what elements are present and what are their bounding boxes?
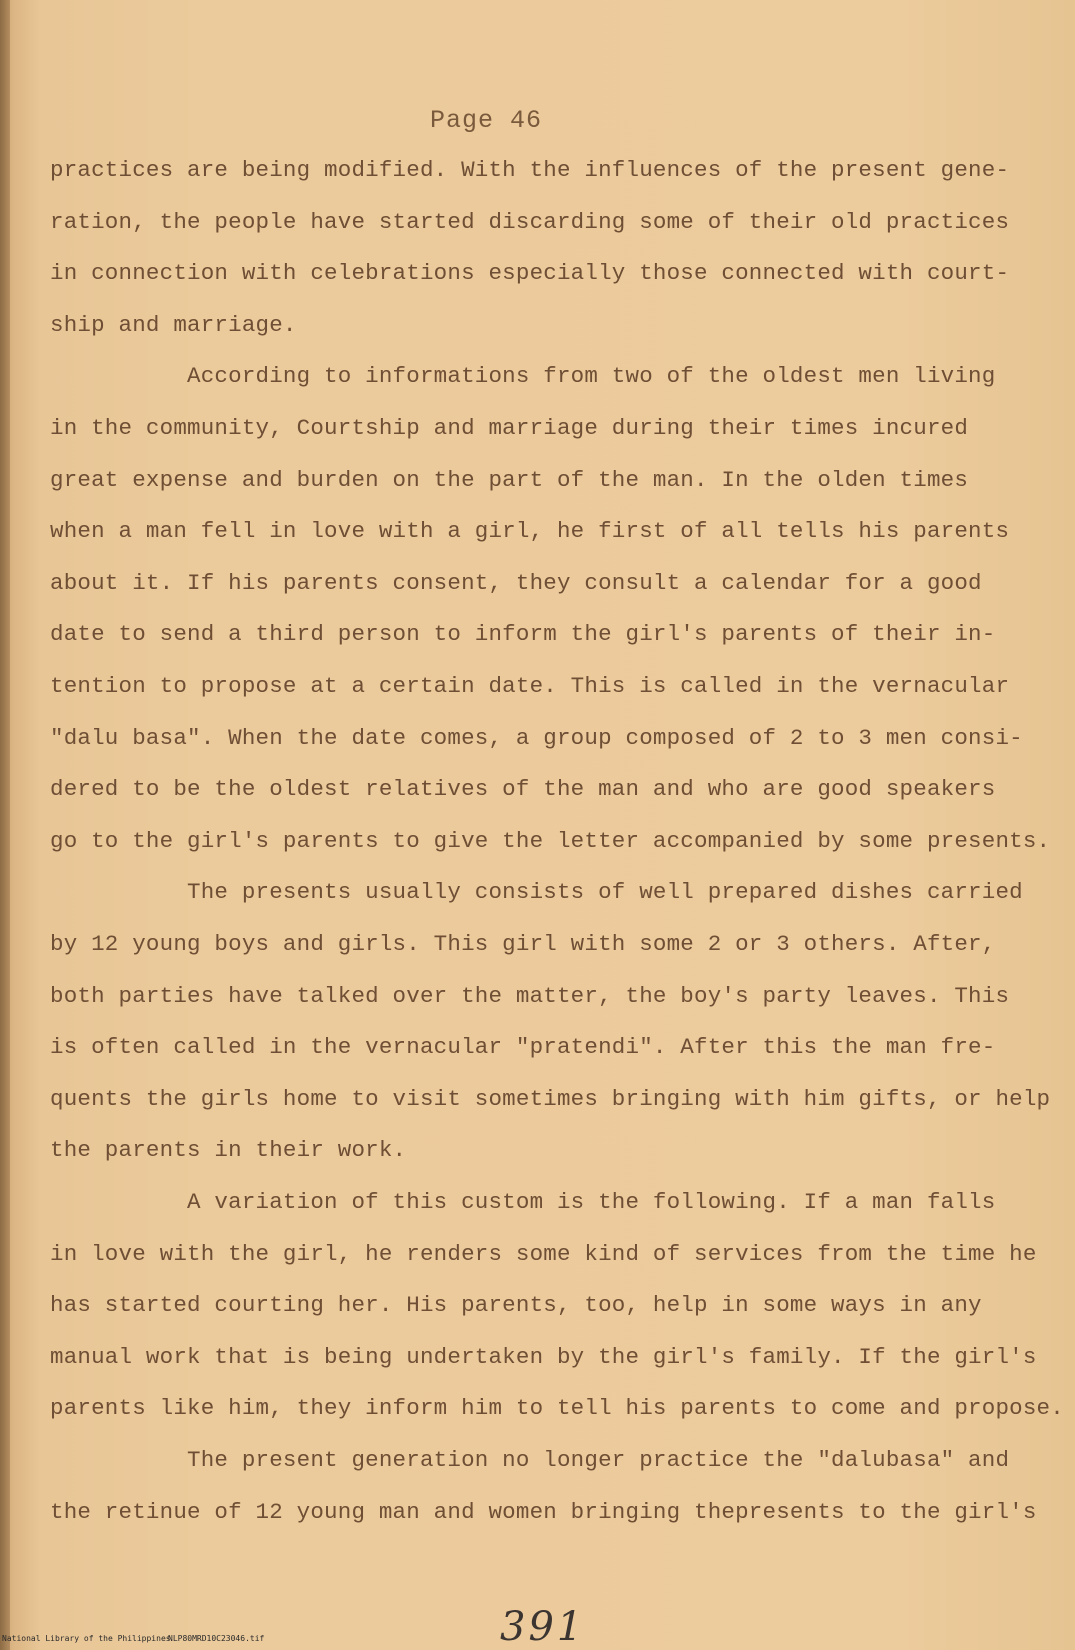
text-line: go to the girl's parents to give the letter accompanied by some presents.: [50, 827, 1051, 854]
footer-file-id: NLP80MRD10C23046.tif: [168, 1634, 265, 1643]
text-line: by 12 young boys and girls. This girl with some 2 or 3 others. After,: [50, 931, 996, 957]
text-line: parents like him, they inform him to tell his parents to come and propose.: [50, 1395, 1064, 1422]
page-edge-shadow: [0, 0, 10, 1650]
text-line: great expense and burden on the part of the man. In the olden times: [50, 466, 969, 493]
text-line: in love with the girl, he renders some kind of services from the time he: [50, 1240, 1037, 1267]
handwritten-page-number: 391: [500, 1604, 586, 1650]
text-line: in the community, Courtship and marriage during their times incured: [50, 415, 969, 441]
text-line: ration, the people have started discarding some of their old practices: [50, 208, 1010, 235]
text-line: about it. If his parents consent, they consult a calendar for a good: [50, 569, 982, 596]
footer-library-credit: National Library of the Philippines: [2, 1634, 171, 1643]
text-line: dered to be the oldest relatives of the man and who are good speakers: [50, 776, 996, 803]
text-line: has started courting her. His parents, too, help in some ways in any: [50, 1292, 982, 1319]
text-line: quents the girls home to visit sometimes bringing with him gifts, or help: [50, 1085, 1051, 1112]
text-line: is often called in the vernacular "pratendi". After this the man fre-: [50, 1034, 996, 1061]
text-line: tention to propose at a certain date. This is called in the vernacular: [50, 673, 1010, 699]
text-line: practices are being modified. With the influences of the present gene-: [50, 157, 1010, 183]
text-line: "dalu basa". When the date comes, a group composed of 2 to 3 men consi-: [50, 724, 1023, 751]
text-line: According to informations from two of the oldest men living: [50, 363, 996, 390]
text-line: A variation of this custom is the following. If a man falls: [50, 1189, 996, 1215]
text-line: The presents usually consists of well prepared dishes carried: [50, 879, 1023, 906]
text-line: both parties have talked over the matter, the boy's party leaves. This: [50, 982, 1010, 1009]
text-line: when a man fell in love with a girl, he first of all tells his parents: [50, 518, 1010, 545]
text-line: the parents in their work.: [50, 1137, 407, 1164]
text-line: in connection with celebrations especially those connected with court-: [50, 260, 1010, 287]
text-line: manual work that is being undertaken by the girl's family. If the girl's: [50, 1343, 1037, 1370]
text-line: The present generation no longer practice the "dalubasa" and: [50, 1447, 1010, 1473]
text-line: ship and marriage.: [50, 311, 297, 338]
text-line: date to send a third person to inform the girl's parents of their in-: [50, 621, 996, 648]
page-number: Page 46: [430, 106, 543, 135]
text-line: the retinue of 12 young man and women bringing thepresents to the girl's: [50, 1498, 1037, 1525]
